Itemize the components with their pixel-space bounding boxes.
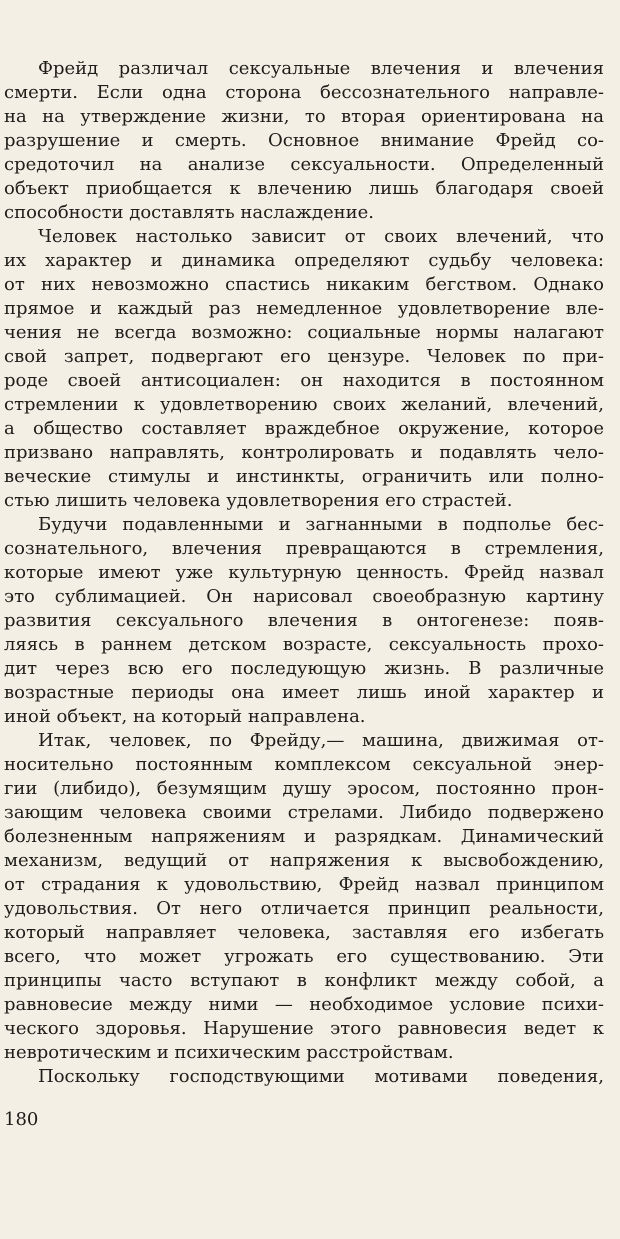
paragraph-4-line-4: зающим человека своими стрелами. Либидо подвержено [4,802,604,823]
paragraph-2-line-11: веческие стимулы и инстинкты, ограничить или полно- [4,466,604,487]
paragraph-3-line-1: Будучи подавленными и загнанными в подполье бес- [38,514,604,535]
paragraph-2-line-1: Человек настолько зависит от своих влечений, что [38,226,604,247]
paragraph-2-line-3: от них невозможно спастись никаким бегством. Однако [4,274,604,295]
paragraph-4-line-1: Итак, человек, по Фрейду,— машина, движимая от- [38,730,604,751]
paragraph-2-line-9: а общество составляет враждебное окружение, которое [4,418,604,439]
paragraph-1-line-1: Фрейд различал сексуальные влечения и влечения [38,58,604,79]
paragraph-3-line-7: дит через всю его последующую жизнь. В различные [4,658,604,679]
paragraph-3-line-6: ляясь в раннем детском возрасте, сексуальность прохо- [4,634,604,655]
paragraph-1-line-7: способности доставлять наслаждение. [4,202,374,223]
paragraph-4-line-3: гии (либидо), безумящим душу эросом, постоянно прон- [4,778,604,799]
paragraph-4-line-2: носительно постоянным комплексом сексуальной энер- [4,754,604,775]
paragraph-4-line-14: невротическим и психическим расстройствам. [4,1042,454,1063]
paragraph-2-line-12: стью лишить человека удовлетворения его страстей. [4,490,513,511]
paragraph-2-line-6: свой запрет, подвергают его цензуре. Человек по при- [4,346,604,367]
page-number: 180 [4,1109,39,1130]
paragraph-3-line-3: которые имеют уже культурную ценность. Фрейд назвал [4,562,604,583]
paragraph-1-line-2: смерти. Если одна сторона бессознательного направле- [4,82,604,103]
paragraph-5-line-1: Поскольку господствующими мотивами поведения, [38,1066,604,1087]
paragraph-3-line-4: это сублимацией. Он нарисовал своеобразную картину [4,586,604,607]
paragraph-3-line-9: иной объект, на который направлена. [4,706,366,727]
paragraph-4-line-11: принципы часто вступают в конфликт между собой, а [4,970,604,991]
paragraph-3-line-8: возрастные периоды она имеет лишь иной характер и [4,682,604,703]
paragraph-2-line-5: чения не всегда возможно: социальные нормы налагают [4,322,604,343]
paragraph-1-line-3: на на утверждение жизни, то вторая ориентирована на [4,106,604,127]
paragraph-1-line-4: разрушение и смерть. Основное внимание Фрейд со- [4,130,604,151]
paragraph-4-line-5: болезненным напряжениям и разрядкам. Динамический [4,826,604,847]
paragraph-4-line-9: который направляет человека, заставляя его избегать [4,922,604,943]
paragraph-2-line-2: их характер и динамика определяют судьбу человека: [4,250,604,271]
paragraph-3-line-5: развития сексуального влечения в онтогенезе: появ- [4,610,604,631]
paragraph-3-line-2: сознательного, влечения превращаются в стремления, [4,538,604,559]
paragraph-2-line-10: призвано направлять, контролировать и подавлять чело- [4,442,604,463]
paragraph-4-line-8: удовольствия. От него отличается принцип реальности, [4,898,604,919]
paragraph-4-line-6: механизм, ведущий от напряжения к высвобождению, [4,850,604,871]
body-text [4,58,604,1087]
paragraph-4-line-7: от страдания к удовольствию, Фрейд назвал принципом [4,874,604,895]
paragraph-4-line-10: всего, что может угрожать его существованию. Эти [4,946,604,967]
paragraph-1-line-6: объект приобщается к влечению лишь благодаря своей [4,178,604,199]
paragraph-4-line-12: равновесие между ними — необходимое условие психи- [4,994,604,1015]
paragraph-2-line-8: стремлении к удовлетворению своих желаний, влечений, [4,394,604,415]
paragraph-2-line-7: роде своей антисоциален: он находится в постоянном [4,370,604,391]
paragraph-4-line-13: ческого здоровья. Нарушение этого равновесия ведет к [4,1018,604,1039]
paragraph-1-line-5: средоточил на анализе сексуальности. Определенный [4,154,604,175]
paragraph-2-line-4: прямое и каждый раз немедленное удовлетворение вле- [4,298,604,319]
